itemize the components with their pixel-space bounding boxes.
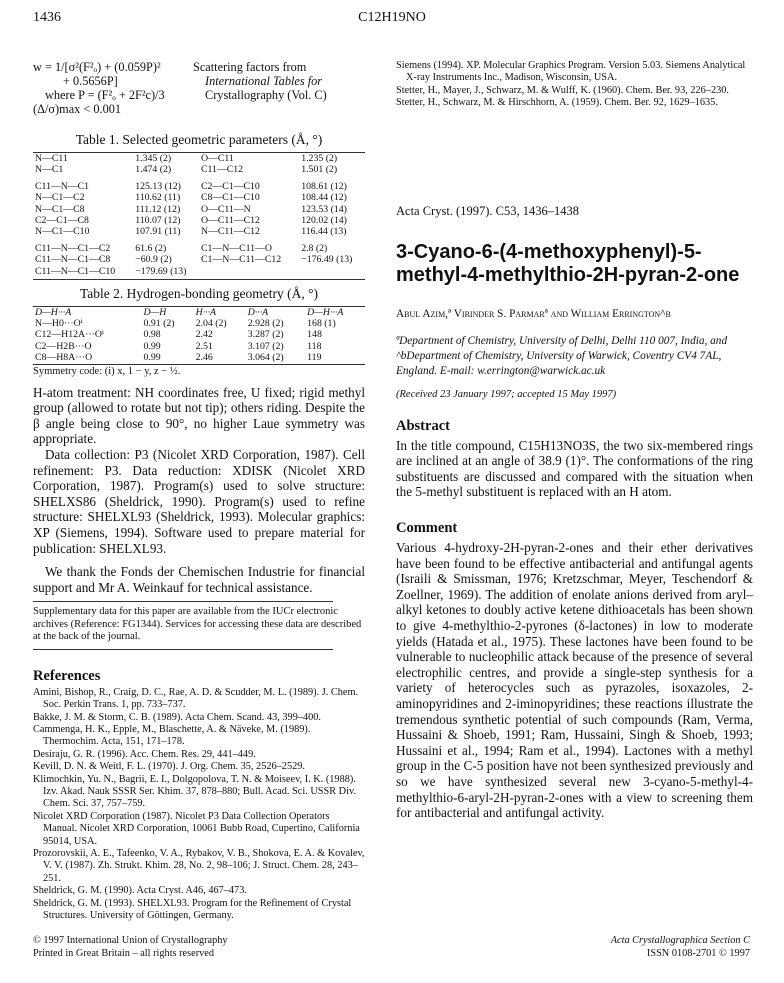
table-row bbox=[33, 238, 365, 254]
column-header: D···A bbox=[247, 307, 269, 319]
table-cell: −179.69 (13) bbox=[135, 265, 187, 277]
journal-section: Acta Crystallographica Section C bbox=[610, 935, 750, 946]
reference-item: Siemens (1994). XP. Molecular Graphics Program. Version 5.03. Siemens Analytical X-ray Instruments Inc., Madison, Wisconsin, USA. bbox=[396, 60, 746, 84]
scattering-line: Scattering factors from bbox=[193, 60, 307, 74]
table-cell: 3.287 (2) bbox=[247, 329, 284, 341]
table-row bbox=[33, 318, 365, 329]
weighting-block bbox=[33, 60, 365, 126]
printed-note: Printed in Great Britain – all rights reserved bbox=[33, 947, 215, 959]
table-cell: 148 bbox=[307, 329, 322, 341]
table-cell: 2.04 (2) bbox=[195, 318, 227, 330]
table-rule bbox=[33, 279, 365, 280]
table-cell: 108.61 (12) bbox=[301, 180, 347, 192]
table-cell: C2—H2B···O bbox=[35, 340, 92, 352]
reference-item: Cammenga, H. K., Epple, M., Blaschette, A. & Näveke, M. (1989). Thermochim. Acta, 151, 171–178. bbox=[33, 724, 311, 748]
journal-citation: Acta Cryst. (1997). C53, 1436–1438 bbox=[396, 203, 579, 218]
table-cell: 119 bbox=[307, 351, 322, 363]
copyright: © 1997 International Union of Crystallography bbox=[33, 935, 228, 946]
table-cell: 0.91 (2) bbox=[143, 318, 175, 330]
table-cell: 1.345 (2) bbox=[135, 153, 172, 164]
table-cell: −176.49 (13) bbox=[301, 254, 353, 266]
table-cell: 168 (1) bbox=[307, 318, 336, 330]
table-cell: 2.46 bbox=[195, 351, 213, 363]
reference-item: Desiraju, G. R. (1996). Acc. Chem. Res. 29, 441–449. bbox=[33, 748, 256, 760]
weight-line: where P = (F²ₒ + 2F²c)/3 bbox=[45, 88, 165, 102]
reference-list bbox=[33, 687, 365, 923]
table-cell: 2.8 (2) bbox=[301, 242, 328, 254]
table-cell: N—C1—C8 bbox=[35, 203, 85, 215]
table-row bbox=[33, 226, 365, 237]
table-cell: 123.53 (14) bbox=[301, 203, 347, 215]
left-column bbox=[33, 60, 365, 923]
table-cell: C2—C1—C8 bbox=[35, 215, 89, 227]
table-cell: N—H0···Oⁱ bbox=[35, 318, 83, 330]
table-cell: O—C11—C12 bbox=[200, 215, 260, 227]
reference-item: Kevill, D. N. & Weitl, F. L. (1970). J. Org. Chem. 35, 2526–2529. bbox=[33, 761, 305, 773]
issn: ISSN 0108-2701 © 1997 bbox=[646, 947, 750, 959]
reference-item: Klimochkin, Yu. N., Bagrii, E. I., Dolgopolova, T. N. & Moiseev, I. K. (1988). Izv. Akad. Nauk SSSR Ser. Khim. 37, 878–880; Bull. Acad. Sci. USSR Div. Chem. Sci. 37, 757–759. bbox=[33, 773, 357, 810]
table-cell: 116.44 (13) bbox=[301, 226, 347, 238]
column-header: D—H···A bbox=[35, 307, 72, 319]
received-date: (Received 23 January 1997; accepted 15 May 1997) bbox=[396, 388, 617, 400]
table-row bbox=[33, 153, 365, 164]
divider bbox=[33, 649, 333, 650]
table-cell: 2.42 bbox=[195, 329, 213, 341]
table-cell: C11—C12 bbox=[200, 164, 244, 176]
table-cell: N—C11—C12 bbox=[200, 226, 260, 238]
table-row bbox=[33, 329, 365, 340]
footer-left bbox=[33, 935, 228, 960]
table-cell: 2.51 bbox=[195, 340, 213, 352]
table-cell: 110.07 (12) bbox=[135, 215, 181, 227]
table-cell: C12—H12A···Oⁱ bbox=[35, 329, 104, 341]
weight-line: + 0.5656P] bbox=[63, 74, 118, 88]
divider bbox=[33, 601, 333, 602]
table-row bbox=[33, 215, 365, 226]
table-cell: O—C11—N bbox=[200, 203, 251, 215]
table2-title: Table 2. Hydrogen-bonding geometry (Å, °) bbox=[79, 286, 319, 302]
table-row bbox=[33, 164, 365, 175]
table1-title: Table 1. Selected geometric parameters (Å, °) bbox=[75, 132, 323, 147]
right-column bbox=[396, 60, 753, 821]
table-cell: 0.99 bbox=[143, 340, 161, 352]
table-cell bbox=[199, 266, 299, 277]
table-row bbox=[33, 176, 365, 192]
reference-item: Nicolet XRD Corporation (1987). Nicolet P3 Data Collection Operators Manual. Nicolet XRD Corporation, 10061 Bubb Road, Cupertino, California 95014, USA. bbox=[33, 810, 360, 847]
references-heading: References bbox=[33, 667, 101, 684]
reference-item: Stetter, H., Mayer, J., Schwarz, M. & Wulff, K. (1960). Chem. Ber. 93, 226–230. bbox=[396, 84, 729, 96]
table-cell: C1—N—C11—O bbox=[200, 242, 272, 254]
reference-item: Amini, Bishop, R., Craig, D. C., Rae, A. D. & Scudder, M. L. (1989). J. Chem. Soc. Perkin Trans. 1, pp. 733–737. bbox=[33, 686, 359, 711]
table-row bbox=[33, 254, 365, 265]
footer-right bbox=[530, 935, 750, 960]
weight-line: w = 1/[σ²(F²ₒ) + (0.059P)² bbox=[33, 60, 161, 74]
comment-text: Various 4-hydroxy-2H-pyran-2-ones and their ether derivatives have been found to be effective antibacterial and antifungal agents (Israili & Smissman, 1976; Kretzschmar, Meyer, Teschendorf & Zoellner, 1969). The addition of enolate anions derived from aryl–alkyl ketones to doubly active ketene dithioacetals has been shown to give 4-methylthio-2-pyrones (δ-lactones) in low to moderate yields (Hatada et al., 1975). These lactones have been found to be vulnerable to nucleophilic attack because of the presence of several electrophilic centres, and provide a single-step synthesis for a variety of heterocycles such as pyrazoles, isoxazoles, 2-aminopyridines and 2-iminopyridines; these reactions illustrate the tremendous synthetic potential of such compounds (Ram, Verma, Hussaini & Shoeb, 1991; Ram, Hussaini, Singh & Shoeb, 1993; Hussaini et al., 1994; Ram et al., 1994). Lactones with a methyl group in the C-5 position have not been synthesized previously and so we have synthesized several new 3-cyano-5-methyl-4-methylthio-6-aryl-2H-pyran-2-ones with a view to screening them for antibacterial and antifungal activity. bbox=[396, 540, 753, 821]
scattering-line: Crystallography (Vol. C) bbox=[205, 88, 327, 102]
table-cell: N—C1—C10 bbox=[35, 226, 90, 238]
symmetry-code: Symmetry code: (i) x, 1 − y, z − ½. bbox=[33, 366, 181, 378]
table-cell: N—C1 bbox=[35, 164, 64, 176]
table-cell: 0.99 bbox=[143, 351, 161, 363]
table-header-row bbox=[33, 307, 365, 318]
table-row bbox=[33, 352, 365, 363]
weighting-scheme bbox=[33, 60, 165, 116]
running-title: C12H19NO bbox=[358, 10, 426, 25]
table-cell: 3.107 (2) bbox=[247, 340, 284, 352]
affiliation: ªDepartment of Chemistry, University of Delhi, Delhi 110 007, India, and ^bDepartment of Chemistry, University of Warwick, Coventry CV4 7AL, England. E-mail: w.errington@warwick.ac.uk bbox=[396, 334, 728, 377]
table-cell: C8—C1—C10 bbox=[200, 192, 260, 204]
table-cell: C11—N—C1 bbox=[35, 180, 90, 192]
scattering-line: International Tables for bbox=[205, 74, 323, 88]
table-row bbox=[33, 266, 365, 277]
table-cell: 3.064 (2) bbox=[247, 351, 284, 363]
weight-line: (Δ/σ)max < 0.001 bbox=[33, 102, 122, 116]
table-cell: 61.6 (2) bbox=[135, 242, 167, 254]
table-cell: 107.91 (11) bbox=[135, 226, 181, 238]
table-cell: C8—H8A···O bbox=[35, 351, 93, 363]
table-cell: N—C11 bbox=[35, 153, 68, 164]
table-cell: −60.9 (2) bbox=[135, 254, 172, 266]
table-cell: 110.62 (11) bbox=[135, 192, 181, 204]
table-cell: C11—N—C1—C10 bbox=[35, 265, 116, 277]
comment-heading: Comment bbox=[396, 520, 458, 536]
table-cell: N—C1—C2 bbox=[35, 192, 85, 204]
table-row bbox=[33, 341, 365, 352]
reference-list-continued bbox=[396, 60, 753, 110]
body-text bbox=[33, 385, 365, 596]
reference-item: Stetter, H., Schwarz, M. & Hirschhorn, A. (1959). Chem. Ber. 92, 1629–1635. bbox=[396, 97, 718, 109]
supplementary-note: Supplementary data for this paper are available from the IUCr electronic archives (Reference: FG1344). Services for accessing these data are described at the back of the journal. bbox=[33, 606, 362, 643]
page-number: 1436 bbox=[33, 10, 61, 25]
table-cell: 108.44 (12) bbox=[301, 192, 347, 204]
authors: Abul Azim,ª Virinder S. Parmarª and William Errington^b bbox=[396, 307, 671, 320]
scattering-factors bbox=[193, 60, 327, 102]
article-title: 3-Cyano-6-(4-methoxyphenyl)-5-methyl-4-methylthio-2H-pyran-2-one bbox=[396, 240, 740, 286]
reference-item: Sheldrick, G. M. (1993). SHELXL93. Program for the Refinement of Crystal Structures. University of Göttingen, Germany. bbox=[33, 897, 352, 922]
table-cell: C11—N—C1—C2 bbox=[35, 242, 111, 254]
reference-item: Bakke, J. M. & Storm, C. B. (1989). Acta Chem. Scand. 43, 399–400. bbox=[33, 711, 322, 723]
column-header: D—H bbox=[143, 307, 167, 319]
table-row bbox=[33, 192, 365, 203]
abstract-text: In the title compound, C15H13NO3S, the two six-membered rings are inclined at an angle of 38.9 (1)°. The conformations of the ring substituents are discussed and compared with the situation when the 5-methyl substituent is replaced with an H atom. bbox=[396, 437, 753, 500]
table-cell: C2—C1—C10 bbox=[200, 180, 260, 192]
column-header: H···A bbox=[195, 307, 217, 319]
table-cell: 111.12 (12) bbox=[135, 203, 181, 215]
paragraph: Data collection: P3 (Nicolet XRD Corporation, 1987). Cell refinement: P3. Data reduction: XDISK (Nicolet XRD Corporation, 1987). Program(s) used to solve structure: SHELXS86 (Sheldrick, 1990). Program(s) used to refine structure: SHELXL93 (Sheldrick, 1993). Molecular graphics: XP (Siemens, 1994). Software used to prepare material for publication: SHELXL93. bbox=[33, 446, 365, 556]
table-cell bbox=[299, 266, 365, 277]
column-header: D—H···A bbox=[307, 307, 344, 319]
acknowledgement: We thank the Fonds der Chemischen Industrie for financial support and Mr A. Weinkauf for technical assistance. bbox=[33, 564, 365, 595]
table-cell: 125.13 (12) bbox=[135, 180, 181, 192]
table-row bbox=[33, 204, 365, 215]
table2 bbox=[33, 307, 365, 363]
table-cell: 2.928 (2) bbox=[247, 318, 284, 330]
table1 bbox=[33, 153, 365, 277]
table-cell: 120.02 (14) bbox=[301, 215, 347, 227]
paragraph: H-atom treatment: NH coordinates free, U fixed; rigid methyl group (allowed to rotate but not tip); others riding. Despite the β angle being close to 90°, no higher Laue symmetry was appropriate. bbox=[33, 384, 365, 447]
table-cell: 0.98 bbox=[143, 329, 161, 341]
table-cell: 118 bbox=[307, 340, 322, 352]
reference-item: Prozorovskii, A. E., Tafeenko, V. A., Rybakov, V. B., Shokova, E. A. & Kovalev, V. V. (1987). Zh. Strukt. Khim. 28, No. 2, 98–106; J. Struct. Chem. 28, 243–251. bbox=[33, 848, 365, 884]
table-cell: 1.235 (2) bbox=[301, 153, 338, 164]
table-cell: C1—N—C11—C12 bbox=[200, 254, 282, 266]
reference-item: Sheldrick, G. M. (1990). Acta Cryst. A46, 467–473. bbox=[33, 885, 247, 897]
table-cell: O—C11 bbox=[200, 153, 234, 164]
table-cell: 1.474 (2) bbox=[135, 164, 172, 176]
table-rule bbox=[33, 364, 365, 365]
table-cell: C11—N—C1—C8 bbox=[35, 254, 111, 266]
abstract-heading: Abstract bbox=[396, 417, 450, 434]
table-cell: 1.501 (2) bbox=[301, 164, 338, 176]
